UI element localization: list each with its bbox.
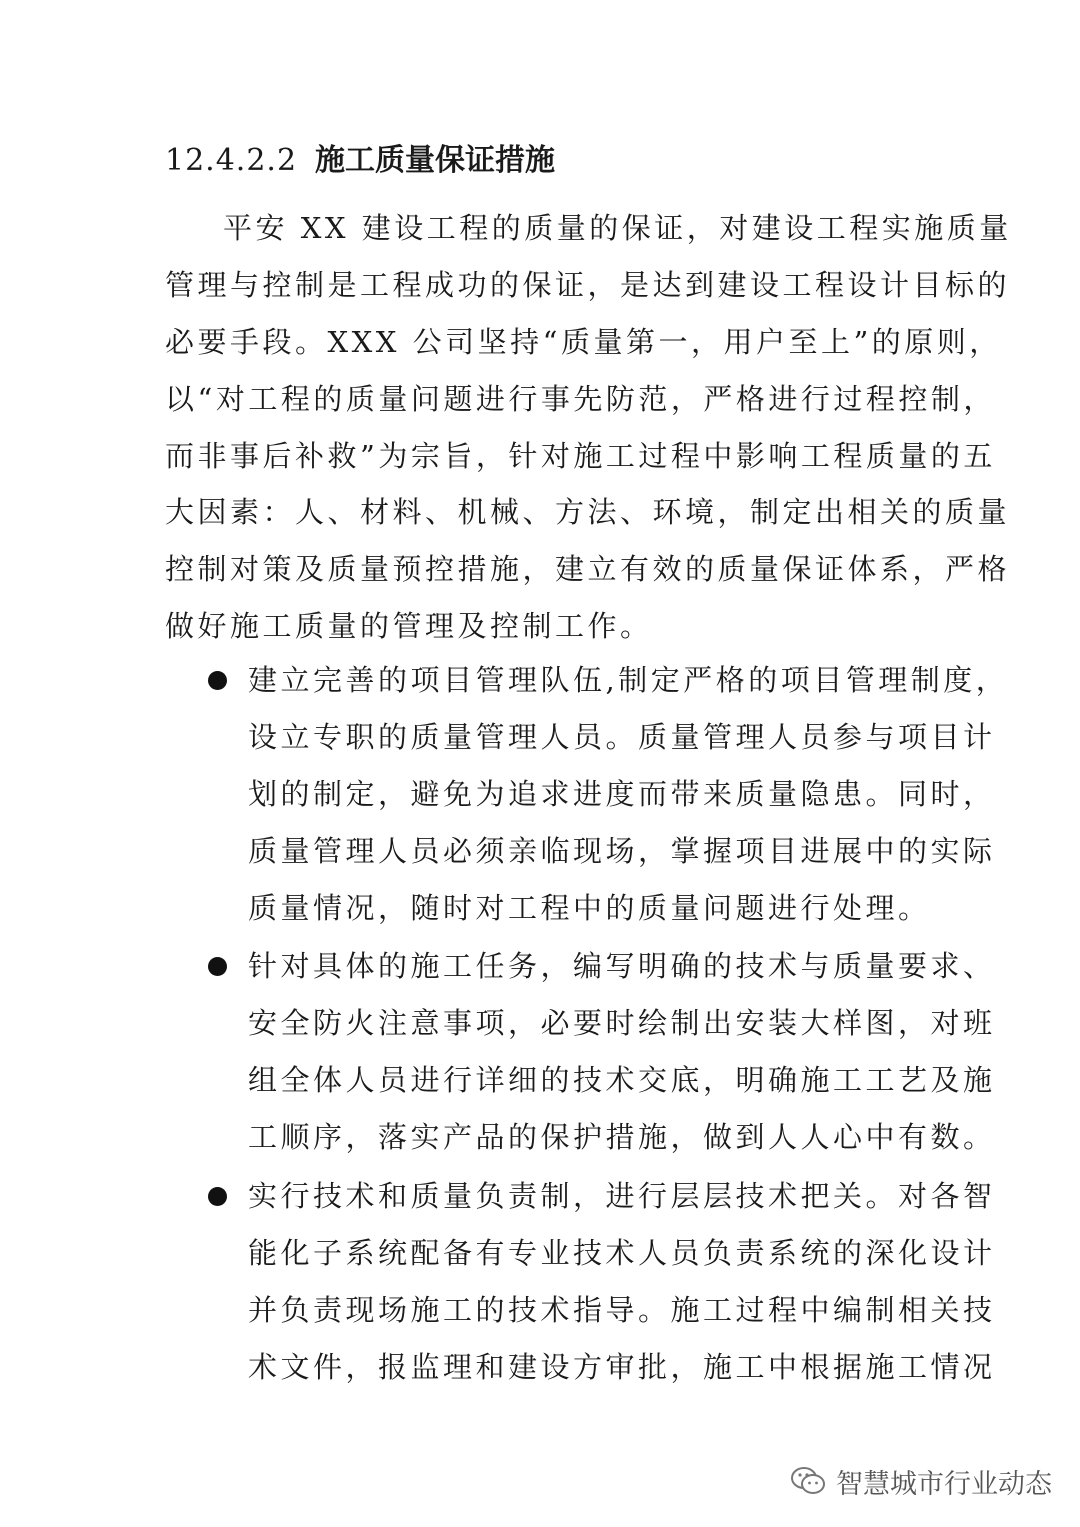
bullet-item — [200, 652, 1009, 936]
bullet-line: 建立完善的项目管理队伍,制定严格的项目管理制度， — [248, 663, 1009, 697]
paragraph-line: 平安 XX 建设工程的质量的保证，对建设工程实施质量 — [223, 211, 1012, 245]
paragraph-line: 而非事后补救”为宗旨，针对施工过程中影响工程质量的五 — [165, 438, 996, 473]
paragraph-line: 大因素：人、材料、机械、方法、环境，制定出相关的质量 — [165, 495, 1011, 530]
bullet-item — [200, 1168, 996, 1396]
section-title: 施工质量保证措施 — [315, 143, 555, 178]
bullet-line: 质量情况，随时对工程中的质量问题进行处理。 — [248, 890, 931, 925]
paragraph-line: 以“对工程的质量问题进行事先防范，严格进行过程控制， — [165, 381, 996, 416]
bullet-line: 质量管理人员必须亲临现场，掌握项目进展中的实际 — [248, 833, 996, 868]
bullet-line: 划的制定，避免为追求进度而带来质量隐患。同时， — [248, 776, 996, 811]
bullet-item — [200, 938, 996, 1166]
bullet-line: 设立专职的质量管理人员。质量管理人员参与项目计 — [248, 719, 996, 754]
bullet-list — [200, 652, 1009, 1398]
wechat-watermark — [790, 1456, 1052, 1506]
bullet-dot-icon — [208, 1187, 227, 1206]
section-number: 12.4.2.2 — [165, 143, 298, 178]
section-heading — [165, 136, 925, 186]
bullet-line: 能化子系统配备有专业技术人员负责系统的深化设计 — [248, 1235, 996, 1270]
bullet-dot-icon — [208, 671, 227, 690]
paragraph-line: 管理与控制是工程成功的保证，是达到建设工程设计目标的 — [165, 267, 1011, 302]
bullet-line: 术文件，报监理和建设方审批，施工中根据施工情况 — [248, 1349, 996, 1384]
wechat-icon — [790, 1466, 826, 1496]
bullet-line: 组全体人员进行详细的技术交底，明确施工工艺及施 — [248, 1063, 996, 1098]
paragraph-line: 做好施工质量的管理及控制工作。 — [165, 609, 653, 644]
bullet-dot-icon — [208, 957, 227, 976]
bullet-line: 针对具体的施工任务，编写明确的技术与质量要求、 — [248, 949, 996, 984]
bullet-line: 实行技术和质量负责制，进行层层技术把关。对各智 — [248, 1179, 996, 1214]
bullet-line: 安全防火注意事项，必要时绘制出安装大样图，对班 — [248, 1006, 996, 1041]
paragraph-line: 控制对策及质量预控措施，建立有效的质量保证体系，严格 — [165, 552, 1011, 587]
bullet-line: 并负责现场施工的技术指导。施工过程中编制相关技 — [248, 1292, 996, 1327]
paragraph-line: 必要手段。XXX 公司坚持“质量第一，用户至上”的原则， — [165, 324, 1002, 359]
bullet-line: 工顺序，落实产品的保护措施，做到人人心中有数。 — [248, 1120, 996, 1155]
watermark-text: 智慧城市行业动态 — [836, 1468, 1052, 1500]
intro-paragraph — [165, 200, 1012, 655]
